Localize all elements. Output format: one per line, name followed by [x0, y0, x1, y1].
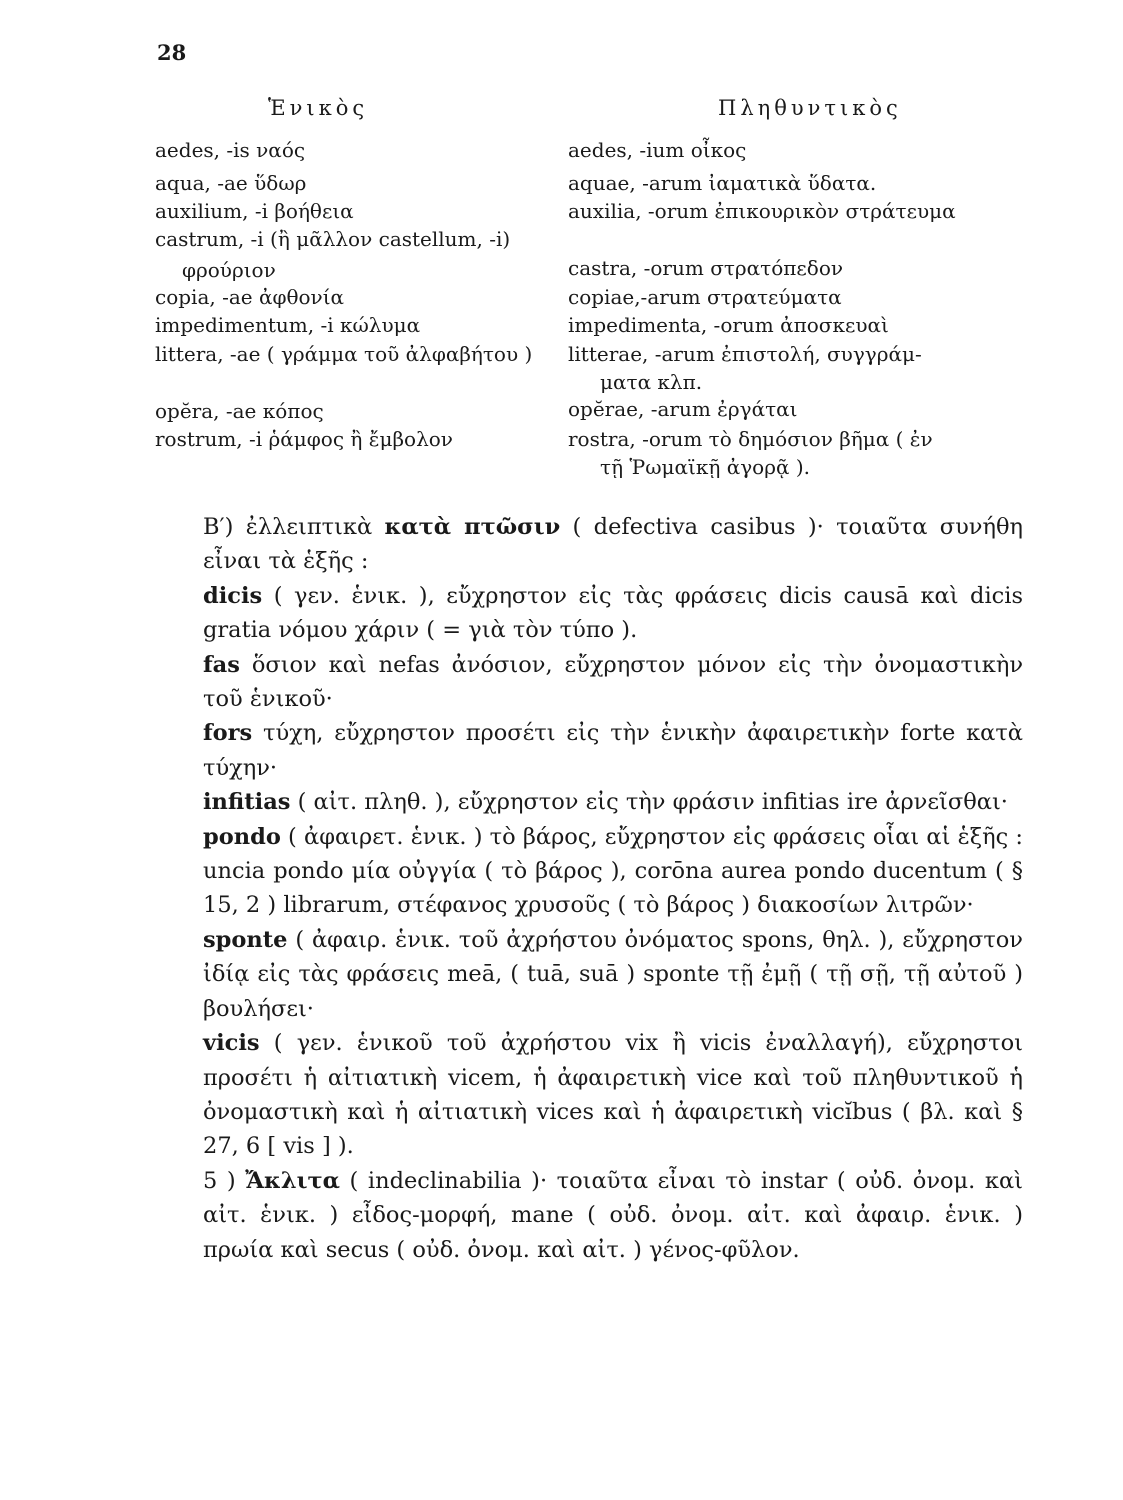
term: sponte — [203, 926, 288, 953]
paragraph-text: τύχη, εὔχρηστον προσέτι εἰς τὴν ἑνικὴν ἀφαιρετικὴν forte κατὰ τύχην· — [203, 720, 1023, 781]
paragraph-indeclinabilia — [155, 1164, 1023, 1267]
table-right-cell: ματα κλπ. — [600, 370, 703, 394]
body-text — [155, 510, 1023, 1267]
table-right-cell: castra, -orum στρατόπεδον — [568, 256, 844, 280]
table-left-cell: aqua, -ae ὕδωρ — [155, 171, 307, 195]
paragraph-text: ὅσιον καὶ nefas ἀνόσιον, εὔχρηστον μόνον εἰς τὴν ὀνομαστικὴν τοῦ ἑνικοῦ· — [203, 651, 1023, 713]
table-right-cell: impedimenta, -orum ἀποσκευαὶ — [568, 313, 889, 337]
table-left-cell: aedes, -is ναός — [155, 138, 306, 162]
paragraph-text: ( defectiva casibus )· τοιαῦτα συνήθη εἶναι τὰ ἑξῆς : — [203, 514, 1023, 575]
paragraph-vicis — [155, 1026, 1023, 1164]
term: dicis — [203, 582, 263, 609]
paragraph-fors — [155, 716, 1023, 785]
paragraph-text: ( γεν. ἑνικοῦ τοῦ ἀχρήστου vix ἢ vicis ἐναλλαγή), εὔχρηστοι προσέτι ἡ αἰτιατικὴ vicem, ἡ ἀφαιρετικὴ vice καὶ τοῦ πληθυντικοῦ ἡ ὀνομαστικὴ καὶ ἡ αἰτιατικὴ vices καὶ ἡ ἀφαιρετικὴ vicĭbus ( βλ. καὶ § 27, 6 [ vis ] ). — [203, 1030, 1023, 1160]
paragraph-text: ( αἰτ. πληθ. ), εὔχρηστον εἰς τὴν φράσιν infitias ire ἀρνεῖσθαι· — [290, 789, 1008, 816]
paragraph-text: ( ἀφαιρ. ἑνικ. τοῦ ἀχρήστου ὀνόματος spons, θηλ. ), εὔχρηστον ἰδίᾳ εἰς τὰς φράσεις meā, ( tuā, suā ) sponte τῇ ἐμῇ ( τῇ σῇ, τῇ αὐτοῦ ) βουλήσει· — [203, 926, 1023, 1022]
term: Ἄκλιτα — [245, 1167, 340, 1194]
paragraph-defectiva — [155, 510, 1023, 579]
table-left-cell: φρούριον — [182, 258, 276, 282]
column-header-singular: Ἑνικὸς — [268, 96, 369, 120]
table-left-cell: littera, -ae ( γράμμα τοῦ ἀλφαβήτου ) — [155, 342, 533, 366]
term: infitias — [203, 789, 291, 816]
paragraph-text: ( ἀφαιρετ. ἑνικ. ) τὸ βάρος, εὔχρηστον εἰς φράσεις οἷαι αἱ ἑξῆς : uncia pondo μία οὐγγία ( τὸ βάρος ), corōna aurea pondo ducentum ( § 15, 2 ) librarum, στέφανος χρυσοῦς ( τὸ βάρος ) διακοσίων λιτρῶν· — [203, 823, 1023, 919]
table-right-cell: τῇ Ῥωμαϊκῇ ἀγορᾷ ). — [600, 455, 810, 479]
table-right-cell: auxilia, -orum ἐπικουρικὸν στράτευμα — [568, 199, 956, 223]
term: fas — [203, 651, 240, 678]
term: fors — [203, 720, 253, 747]
paragraph-pondo — [155, 820, 1023, 923]
table-left-cell: castrum, -i (ἢ μᾶλλον castellum, -i) — [155, 227, 511, 251]
table-left-cell: opĕra, -ae κόπος — [155, 399, 324, 423]
table-left-cell: impedimentum, -i κώλυμα — [155, 313, 421, 337]
term: pondo — [203, 823, 281, 850]
paragraph-dicis — [155, 579, 1023, 648]
table-right-cell: rostra, -orum τὸ δημόσιον βῆμα ( ἐν — [568, 427, 933, 451]
table-left-cell: auxilium, -i βοήθεια — [155, 199, 354, 223]
table-left-cell: copia, -ae ἀφθονία — [155, 285, 345, 309]
table-left-cell: rostrum, -i ῥάμφος ἢ ἔμβολον — [155, 427, 453, 451]
column-header-plural: Πληθυντικὸς — [718, 96, 902, 120]
paragraph-text: ( γεν. ἑνικ. ), εὔχρηστον εἰς τὰς φράσεις dicis causā καὶ dicis gratia νόμου χάριν ( = γιὰ τὸν τύπο ). — [203, 582, 1023, 644]
table-right-cell: opĕrae, -arum ἐργάται — [568, 397, 798, 421]
table-right-cell: copiae,-arum στρατεύματα — [568, 285, 842, 309]
paragraph-infitias — [155, 785, 1023, 819]
paragraph-text: ( indeclinabilia )· τοιαῦτα εἶναι τὸ instar ( οὐδ. ὀνομ. καὶ αἰτ. ἑνικ. ) εἶδος-μορφή, mane ( οὐδ. ὀνομ. αἰτ. καὶ ἀφαιρ. ἑνικ. ) πρωία καὶ secus ( οὐδ. ὀνομ. καὶ αἰτ. ) γένος-φῦλον. — [203, 1167, 1023, 1263]
paragraph-lead: Β′) ἐλλειπτικὰ — [203, 514, 385, 540]
table-right-cell: aedes, -ium οἶκος — [568, 138, 747, 162]
paragraph-lead: 5 ) — [203, 1167, 246, 1194]
term: vicis — [203, 1030, 260, 1057]
table-right-cell: aquae, -arum ἰαματικὰ ὕδατα. — [568, 171, 877, 195]
paragraph-fas — [155, 648, 1023, 717]
paragraph-sponte — [155, 923, 1023, 1026]
table-right-cell: litterae, -arum ἐπιστολή, συγγράμ- — [568, 342, 922, 366]
page-number: 28 — [157, 40, 187, 65]
term: κατὰ πτῶσιν — [384, 514, 561, 540]
